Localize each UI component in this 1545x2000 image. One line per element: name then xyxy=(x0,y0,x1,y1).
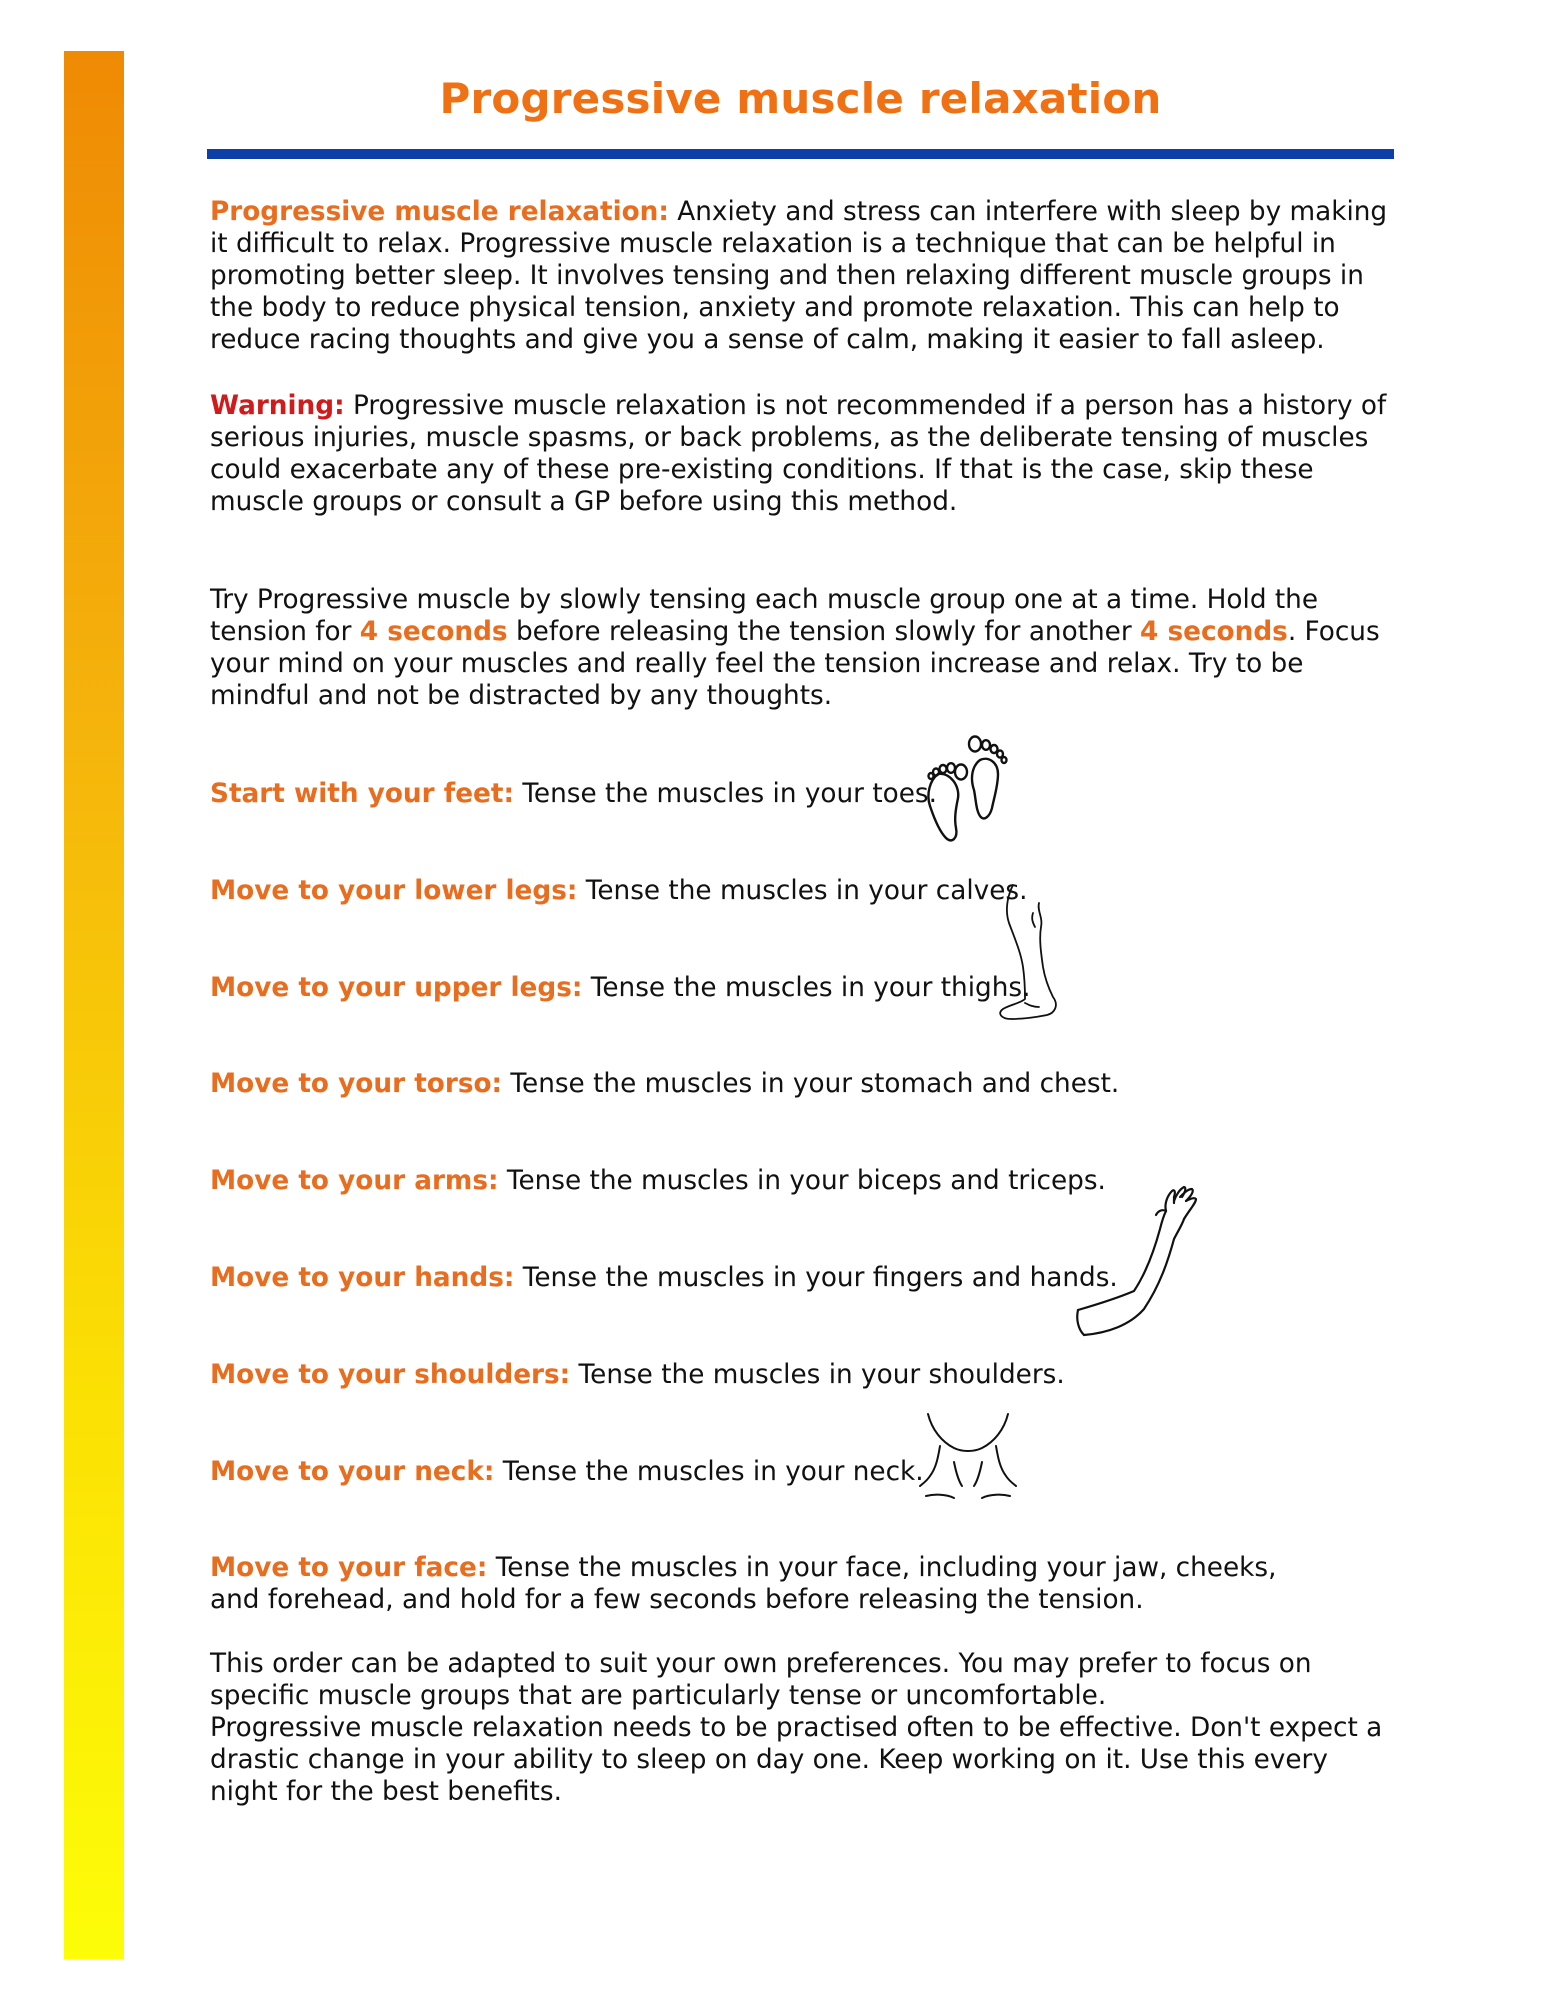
step-hands xyxy=(210,1262,1410,1294)
step-label: Move to your shoulders: xyxy=(210,1360,571,1390)
footprints-icon xyxy=(918,734,1018,854)
step-upper-legs xyxy=(210,972,1410,1004)
instructions-part2: before releasing the tension slowly for another xyxy=(507,617,1141,647)
step-text: Tense the muscles in your face, including your jaw, cheeks, and forehead, and hold for a few seconds before releasing the tension. xyxy=(210,1553,1277,1615)
step-text: Tense the muscles in your biceps and triceps. xyxy=(498,1166,1106,1196)
warning-text: Progressive muscle relaxation is not recommended if a person has a history of serious injuries, muscle spasms, or back problems, as the deliberate tensing of muscles could exacerbate any of these pre-existing conditions. If that is the case, skip these muscle groups or consult a GP before using this method. xyxy=(210,391,1387,517)
step-text: Tense the muscles in your calves. xyxy=(577,876,1028,906)
title-underline xyxy=(207,149,1394,159)
step-face xyxy=(210,1552,1320,1616)
intro-label: Progressive muscle relaxation: xyxy=(210,197,669,227)
closing-paragraph-1: This order can be adapted to suit your own preferences. You may prefer to focus on specific muscle groups that are particularly tense or uncomfortable. xyxy=(210,1649,1312,1711)
warning-label: Warning: xyxy=(210,391,345,421)
step-label: Move to your arms: xyxy=(210,1166,499,1196)
step-label: Start with your feet: xyxy=(210,779,514,809)
instructions-paragraph xyxy=(210,584,1405,712)
page-title: Progressive muscle relaxation xyxy=(439,74,1162,123)
intro-paragraph xyxy=(210,196,1400,356)
step-label: Move to your torso: xyxy=(210,1069,503,1099)
step-lower-legs xyxy=(210,875,1410,907)
step-label: Move to your lower legs: xyxy=(210,876,578,906)
instructions-duration-1: 4 seconds xyxy=(359,617,508,647)
step-feet xyxy=(210,778,1410,810)
instructions-part1: Try Progressive muscle by slowly tensing each muscle group one at a time. Hold the tension for xyxy=(210,585,1319,647)
step-label: Move to your face: xyxy=(210,1553,488,1583)
step-text: Tense the muscles in your neck. xyxy=(494,1457,924,1487)
step-text: Tense the muscles in your fingers and hands. xyxy=(514,1263,1118,1293)
step-label: Move to your upper legs: xyxy=(210,973,583,1003)
side-gradient-bar xyxy=(64,51,124,1959)
step-text: Tense the muscles in your toes. xyxy=(513,779,937,809)
step-shoulders xyxy=(210,1359,1410,1391)
step-text: Tense the muscles in your thighs. xyxy=(582,973,1031,1003)
step-neck xyxy=(210,1456,1410,1488)
step-label: Move to your neck: xyxy=(210,1457,495,1487)
instructions-part3: . Focus your mind on your muscles and really feel the tension increase and relax. Try to be mindful and not be distracted by any thoughts. xyxy=(210,617,1380,711)
closing-paragraph-2: Progressive muscle relaxation needs to be practised often to be effective. Don't expect a drastic change in your ability to sleep on day one. Keep working on it. Use this every night for the best benefits. xyxy=(210,1713,1383,1807)
warning-paragraph xyxy=(210,390,1400,518)
step-torso xyxy=(210,1068,1410,1100)
step-label: Move to your hands: xyxy=(210,1263,515,1293)
step-arms xyxy=(210,1165,1410,1197)
step-text: Tense the muscles in your shoulders. xyxy=(570,1360,1065,1390)
intro-text: Anxiety and stress can interfere with sleep by making it difficult to relax. Progressive muscle relaxation is a technique that can be helpful in promoting better sleep. It involves tensing and then relaxing different muscle groups in the body to reduce physical tension, anxiety and promote relaxation. This can help to reduce racing thoughts and give you a sense of calm, making it easier to fall asleep. xyxy=(210,197,1388,355)
neck-icon xyxy=(918,1412,1018,1502)
step-text: Tense the muscles in your stomach and chest. xyxy=(502,1069,1120,1099)
instructions-duration-2: 4 seconds xyxy=(1140,617,1288,647)
arm-hand-icon xyxy=(1068,1185,1198,1345)
leg-icon xyxy=(995,883,1075,1028)
